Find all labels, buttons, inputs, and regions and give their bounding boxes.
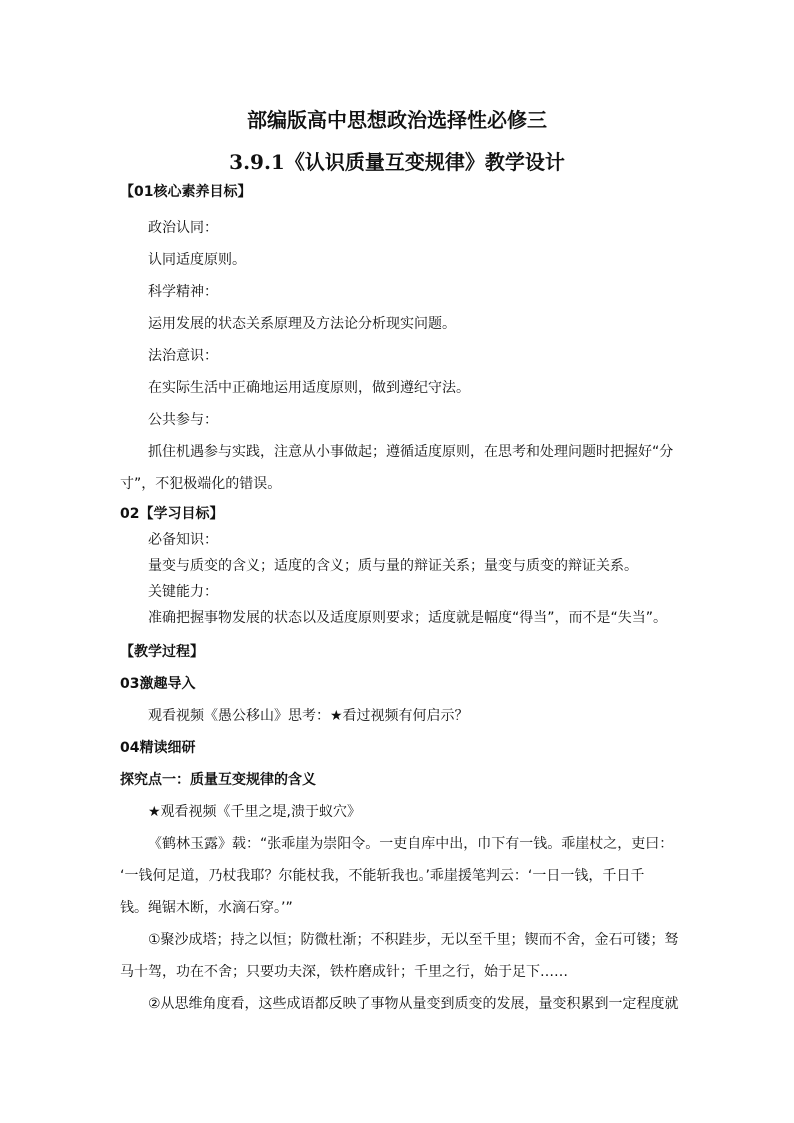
section-04-heading: 04精读细研 bbox=[120, 740, 196, 756]
section-02-heading: 02【学习目标】 bbox=[120, 506, 224, 522]
goal-label-science: 科学精神： bbox=[148, 284, 218, 300]
quote-line-3: 钱。绳锯木断，水滴石穿。’” bbox=[120, 900, 293, 916]
point1-line-1: ①聚沙成塔；持之以恒；防微杜渐；不积跬步，无以至千里；锲而不舍，金石可镂；驽 bbox=[148, 932, 679, 948]
document-title: 部编版高中思想政治选择性必修三 bbox=[247, 108, 547, 132]
goal-label-law: 法治意识： bbox=[148, 348, 218, 364]
goal-label-knowledge: 必备知识： bbox=[148, 532, 218, 548]
goal-text-science: 运用发展的状态关系原理及方法论分析现实问题。 bbox=[148, 316, 456, 332]
goal-label-ability: 关键能力： bbox=[148, 584, 218, 600]
goal-label-public: 公共参与： bbox=[148, 412, 218, 428]
inquiry-point-heading: 探究点一：质量互变规律的含义 bbox=[120, 772, 316, 788]
process-heading: 【教学过程】 bbox=[120, 644, 204, 660]
goal-text-public-line1: 抓住机遇参与实践，注意从小事做起；遵循适度原则，在思考和处理问题时把握好“分 bbox=[148, 444, 674, 460]
goal-text-public-line2: 寸”，不犯极端化的错误。 bbox=[120, 476, 282, 492]
document-subtitle: 3.9.1《认识质量互变规律》教学设计 bbox=[229, 150, 565, 174]
goal-text-political: 认同适度原则。 bbox=[148, 252, 246, 268]
goal-text-law: 在实际生活中正确地运用适度原则，做到遵纪守法。 bbox=[148, 380, 470, 396]
point2-line-1: ②从思维角度看，这些成语都反映了事物从量变到质变的发展，量变积累到一定程度就 bbox=[148, 996, 679, 1012]
quote-line-2: ‘一钱何足道，乃杖我耶？尔能杖我，不能斩我也。’乖崖援笔判云：‘一日一钱，千日千 bbox=[120, 868, 645, 884]
video-prompt: ★观看视频《千里之堤,溃于蚁穴》 bbox=[148, 804, 362, 820]
point1-line-2: 马十驾，功在不舍；只要功夫深，铁杵磨成针；千里之行，始于足下…… bbox=[120, 964, 568, 980]
section-01-heading: 【01核心素养目标】 bbox=[120, 184, 252, 200]
quote-line-1: 《鹤林玉露》载：“张乖崖为崇阳令。一吏自库中出，巾下有一钱。乖崖杖之，吏曰： bbox=[148, 836, 674, 852]
section-03-heading: 03激趣导入 bbox=[120, 676, 196, 692]
goal-text-ability: 准确把握事物发展的状态以及适度原则要求；适度就是幅度“得当”，而不是“失当”。 bbox=[148, 610, 668, 626]
goal-label-political: 政治认同： bbox=[148, 220, 218, 236]
goal-text-knowledge: 量变与质变的含义；适度的含义；质与量的辩证关系；量变与质变的辩证关系。 bbox=[148, 558, 638, 574]
intro-text: 观看视频《愚公移山》思考：★看过视频有何启示？ bbox=[148, 708, 469, 724]
